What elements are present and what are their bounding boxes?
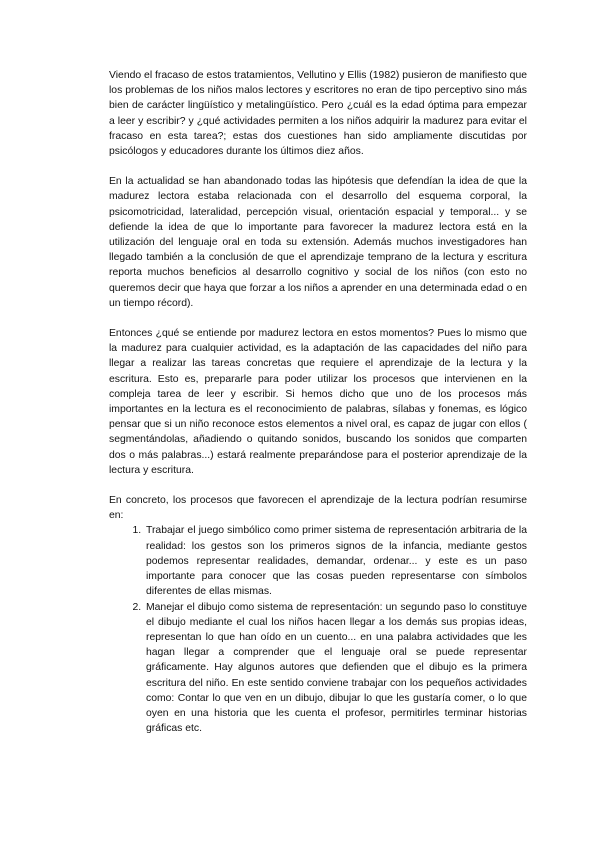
paragraph-3: Entonces ¿qué se entiende por madurez lectora en estos momentos? Pues lo mismo que la madurez para cualquier actividad, es la adaptación de las capacidades del niño para llegar a realizar las tareas concretas que requiere el aprendizaje de la lectura y la escritura. Esto es, prepararle para poder utilizar los procesos que intervienen en la compleja tarea de leer y escribir. Si hemos dicho que uno de los procesos más importantes en la lectura es el reconocimiento de palabras, sílabas y fonemas, es lógico pensar que si un niño reconoce estos elementos a nivel oral, es capaz de jugar con ellos ( segmentándolas, añadiendo o quitando sonidos, buscando los sonidos que comparten dos o más palabras...) estará realmente preparándose para el posterior aprendizaje de la lectura y escritura. — [109, 328, 527, 476]
paragraph-4: En concreto, los procesos que favorecen el aprendizaje de la lectura podrían resumirse en: — [109, 495, 527, 522]
paragraph-2: En la actualidad se han abandonado todas las hipótesis que defendían la idea de que la madurez lectora estaba relacionada con el desarrollo del esquema corporal, la psicomotricidad, lateralidad, percepción visual, orientación espacial y temporal... y se defiende la idea de que lo importante para favorecer la madurez lectora está en la utilización del lenguaje oral en toda su extensión. Además muchos investigadores han llegado también a la conclusión de que el aprendizaje temprano de la lectura y escritura reporta muchos beneficios al desarrollo cognitivo y social de los niños (con esto no queremos decir que haya que forzar a los niños a aprender en una determinada edad o en un tiempo récord). — [109, 176, 527, 309]
process-list — [109, 523, 527, 736]
paragraph-1: Viendo el fracaso de estos tratamientos, Vellutino y Ellis (1982) pusieron de manifiesto que los problemas de los niños malos lectores y escritores no eran de tipo perceptivo sino más bien de carácter lingüístico y metalingüístico. Pero ¿cuál es la edad óptima para empezar a leer y escribir? y ¿qué actividades permiten a los niños adquirir la madurez para evitar el fracaso en esta tarea?; estas dos cuestiones han sido ampliamente discutidas por psicólogos y educadores durante los últimos diez años. — [109, 70, 527, 158]
list-item: 1. Trabajar el juego simbólico como primer sistema de representación arbitraria de la realidad: los gestos son los primeros signos de la infancia, mediante gestos podemos representar realidades, demandar, ordenar... y este es un paso importante para conocer que las cosas pueden representarse con símbolos diferentes de ellas mismas. — [144, 523, 527, 599]
list-item: 2. Manejar el dibujo como sistema de representación: un segundo paso lo constituye el dibujo mediante el cual los niños hacen llegar a los demás sus propias ideas, representan lo que han oído en un cuento... en una palabra actividades que les hagan llegar a comprender que el lenguaje oral se puede representar gráficamente. Hay algunos autores que defienden que el dibujo es la primera escritura del niño. En este sentido conviene trabajar con los pequeños actividades como: Contar lo que ven en un dibujo, dibujar lo que les gustaría comer, o lo que oyen en una historia que les cuenta el profesor, permitirles terminar historias gráficas etc. — [144, 600, 527, 737]
document-body — [109, 68, 527, 736]
